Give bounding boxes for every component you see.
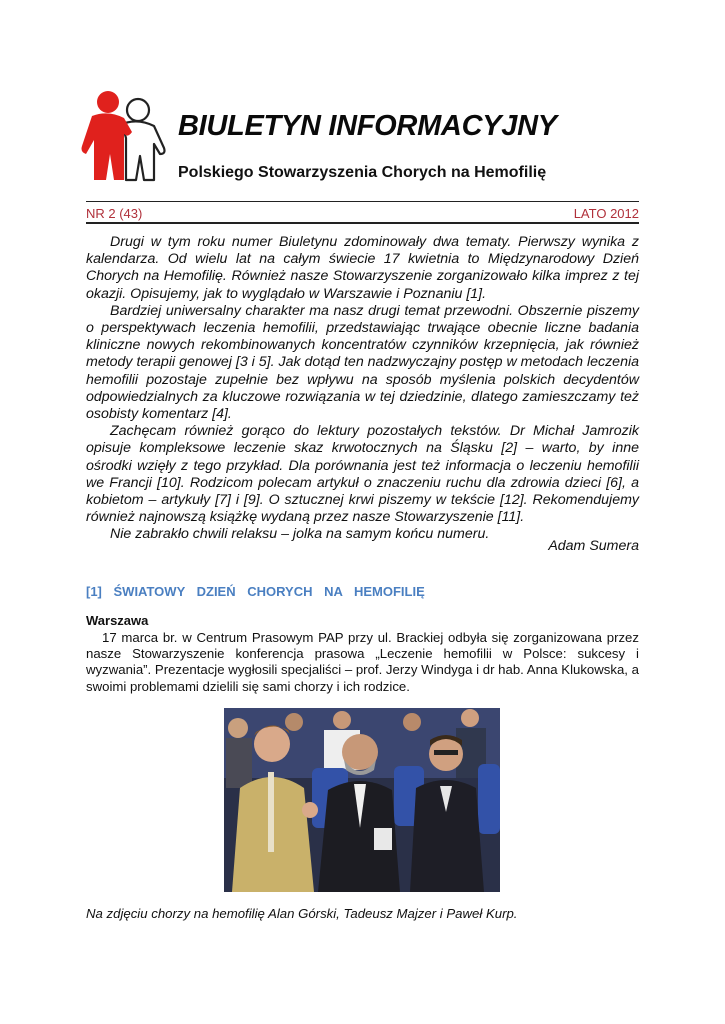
article-body — [86, 630, 639, 695]
issue-number: NR 2 (43) — [86, 206, 143, 221]
logo-white-figure — [122, 99, 165, 180]
header-rule-top — [86, 201, 639, 202]
issue-bar — [86, 206, 639, 221]
editorial-intro — [86, 234, 639, 544]
intro-paragraph: Nie zabrakło chwili relaksu – jolka na samym końcu numeru. — [110, 526, 490, 543]
section-heading: [1] ŚWIATOWY DZIEŃ CHORYCH NA HEMOFILIĘ — [86, 584, 425, 599]
editor-signature: Adam Sumera — [548, 538, 639, 554]
bulletin-title: BIULETYN INFORMACYJNY — [178, 110, 557, 142]
header-rule-bottom — [86, 222, 639, 224]
article-paragraph: 17 marca br. w Centrum Prasowym PAP przy ul. Brackiej odbyła się zorganizowana przez nasze Stowarzyszenie konferencja prasowa „Leczenie hemofilii w Polsce: sukcesy i wyzwania”. Prezentacje wygłosili specjaliści – prof. Jerzy Windyga i dr hab. Anna Klukowska, a swoimi problemami dzielili się sami chorzy i ich rodzice. — [86, 630, 639, 694]
society-logo — [78, 88, 168, 184]
issue-season: LATO 2012 — [573, 206, 639, 221]
intro-paragraph: Bardziej uniwersalny charakter ma nasz drugi temat przewodni. Obszernie piszemy o perspektywach leczenia hemofilii, przedstawiając trwające obecnie liczne badania kliniczne nowych rekombinowanych koncentratów czynników krzepnięcia, jak również metody terapii genowej [3 i 5]. Jak dotąd ten nadzwyczajny postęp w metodach leczenia hemofilii pozostaje zupełnie bez wpływu na sposób myślenia polskich decydentów odpowiedzialnych za kluczowe rozwiązania w tej dziedzinie, dlatego zamieszczamy też osobisty komentarz [4]. — [86, 302, 639, 423]
intro-paragraph: Zachęcam również gorąco do lektury pozostałych tekstów. Dr Michał Jamrozik opisuje kompleksowe leczenie skaz krwotocznych na Śląsku [2] – warto, by inne ośrodki wzięły z tego przykład. Dla porównania jest też informacja o leczeniu hemofilii we Francji [10]. Rodzicom polecam artykuł o znaczeniu ruchu dla zdrowia dzieci [6], a kobietom – artykuły [7] i [9]. O sztucznej krwi piszemy w tekście [12]. Rekomendujemy również najnowszą książkę wydaną przez nasze Stowarzyszenie [11]. — [86, 423, 639, 526]
bulletin-subtitle: Polskiego Stowarzyszenia Chorych na Hemofilię — [178, 164, 547, 181]
conference-photo — [224, 708, 500, 892]
intro-paragraph: Drugi w tym roku numer Biuletynu zdominowały dwa tematy. Pierwszy wynika z kalendarza. Od wielu lat na całym świecie 17 kwietnia to Międzynarodowy Dzień Chorych na Hemofilię. Również nasze Stowarzyszenie zorganizowało kilka imprez z tej okazji. Opisujemy, jak to wyglądało w Warszawie i Poznaniu [1]. — [86, 234, 639, 302]
photo-caption: Na zdjęciu chorzy na hemofilię Alan Górski, Tadeusz Majzer i Paweł Kurp. — [86, 906, 518, 921]
city-subheading: Warszawa — [86, 613, 149, 628]
